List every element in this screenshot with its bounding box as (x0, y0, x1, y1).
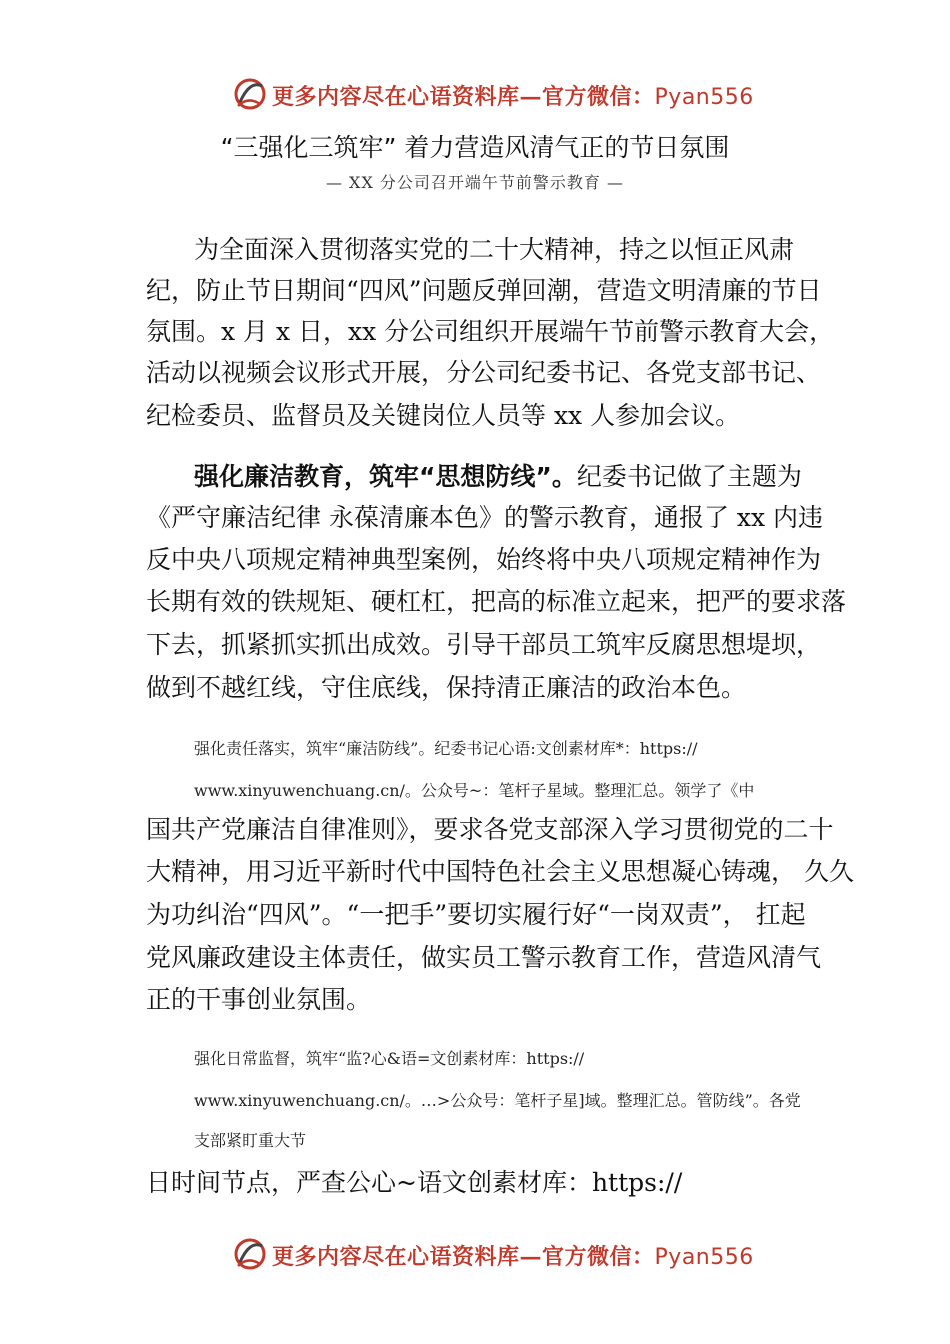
paragraph-3-line: 大精神，用习近平新时代中国特色社会主义思想凝心铸魂， 久久 (146, 857, 854, 886)
paragraph-2-line: 下去，抓紧抓实抓出成效。引导干部员工筑牢反腐思想堤坝， (146, 630, 822, 659)
small-text-line: 强化日常监督，筑牢“监?心&语=文创素材库：https:// (194, 1049, 585, 1068)
footer-banner (0, 1234, 950, 1274)
banner-text: 更多内容尽在心语资料库—官方微信：Pyan556 (272, 84, 754, 110)
paragraph-3-line: 党风廉政建设主体责任，做实员工警示教育工作，营造风清气 (146, 943, 822, 972)
paragraph-2-line: 《严守廉洁纪律 永葆清廉本色》的警示教育，通报了 xx 内违 (146, 503, 824, 532)
paragraph-3-line: 为功纠治“四风”。“一把手”要切实履行好“一岗双责”， 扛起 (146, 900, 806, 929)
paragraph-3-line: 国共产党廉洁自律准则》，要求各党支部深入学习贯彻党的二十 (146, 815, 834, 844)
small-text-line: 支部紧盯重大节 (194, 1131, 307, 1150)
paragraph-1-line: 为全面深入贯彻落实党的二十大精神，持之以恒正风肃 (194, 235, 795, 264)
paragraph-1-line: 活动以视频会议形式开展，分公司纪委书记、各党支部书记、 (146, 358, 822, 387)
header-banner (0, 74, 950, 114)
paragraph-1-line: 氛围。x 月 x 日，xx 分公司组织开展端午节前警示教育大会， (146, 317, 835, 346)
paragraph-4-line: 日时间节点，严查公心~语文创素材库：https:// (146, 1168, 683, 1197)
small-text-line: www.xinyuwenchuang.cn/。公众号~：笔杆子星域。整理汇总。领学了《中 (194, 781, 755, 800)
paragraph-2-line: 反中央八项规定精神典型案例，始终将中央八项规定精神作为 (146, 545, 822, 574)
logo-icon (232, 76, 268, 112)
page-title: “三强化三筑牢” 着力营造风清气正的节日氛围 (220, 133, 730, 162)
small-text-line: 强化责任落实，筑牢“廉洁防线”。纪委书记心语:文创素材库*：https:// (194, 739, 698, 758)
paragraph-1-line: 纪检委员、监督员及关键岗位人员等 xx 人参加会议。 (146, 401, 741, 430)
paragraph-2-line: 长期有效的铁规矩、硬杠杠，把高的标准立起来，把严的要求落 (146, 587, 847, 616)
paragraph-1-line: 纪，防止节日期间“四风”问题反弹回潮，营造文明清廉的节日 (146, 276, 822, 305)
paragraph-3-line: 正的干事创业氛围。 (146, 985, 372, 1014)
paragraph-2-line: 做到不越红线，守住底线，保持清正廉洁的政治本色。 (146, 673, 747, 702)
small-text-line: www.xinyuwenchuang.cn/。…>公众号：笔杆子星]域。整理汇总。管防线”。各党 (194, 1091, 801, 1110)
paragraph-2-line: 强化廉洁教育，筑牢“思想防线”。纪委书记做了主题为 (194, 462, 802, 491)
logo-icon (232, 1236, 268, 1272)
paragraph-2-lead: 强化廉洁教育，筑牢“思想防线”。 (194, 462, 577, 491)
page-subtitle: — XX 分公司召开端午节前警示教育 — (325, 173, 625, 192)
banner-text: 更多内容尽在心语资料库—官方微信：Pyan556 (272, 1244, 754, 1270)
